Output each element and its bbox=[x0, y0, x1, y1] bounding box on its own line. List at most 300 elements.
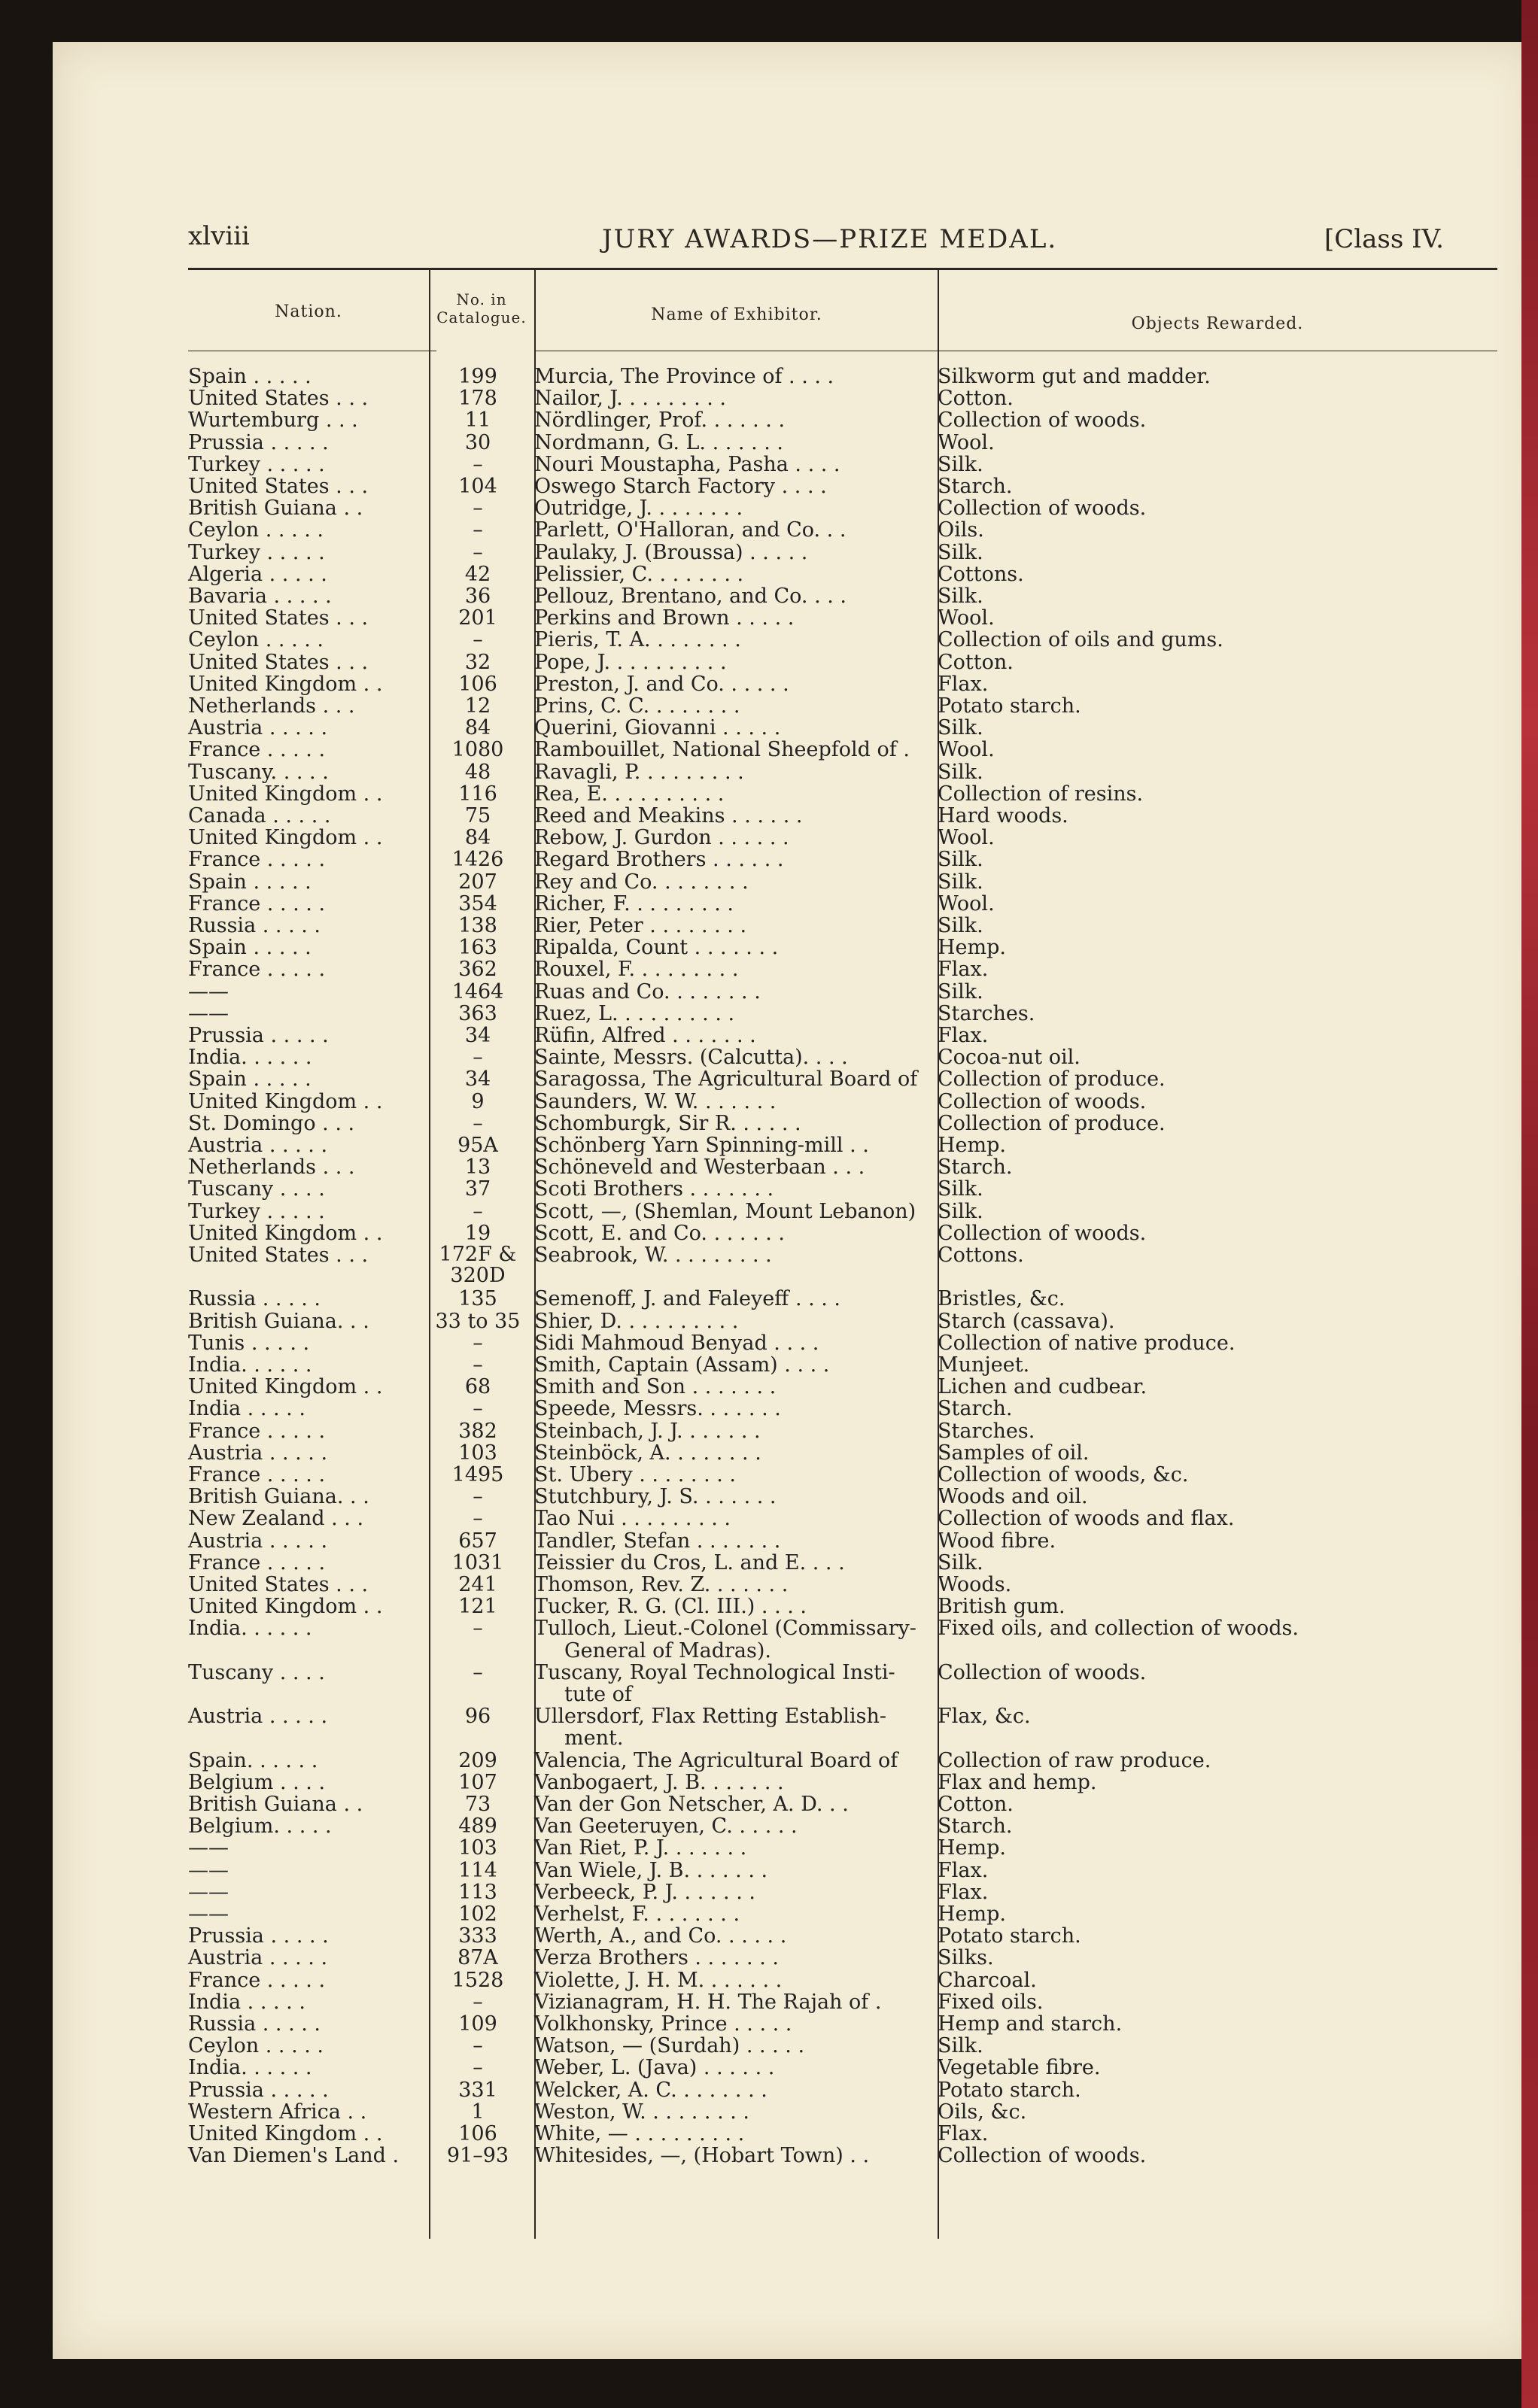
table-row bbox=[53, 497, 1538, 520]
catalogue-cell: 657 bbox=[458, 1529, 497, 1553]
catalogue-cell: – bbox=[473, 540, 483, 564]
table-row bbox=[53, 1178, 1538, 1201]
objects-cell: Starches. bbox=[938, 1419, 1035, 1443]
table-row-continuation bbox=[53, 1640, 1538, 1663]
exhibitor-cell: Smith and Son . . . . . . . bbox=[534, 1375, 777, 1399]
objects-cell: Woods. bbox=[938, 1573, 1012, 1596]
catalogue-cell: 12 bbox=[464, 694, 491, 718]
catalogue-cell: – bbox=[473, 1617, 483, 1641]
catalogue-cell: 107 bbox=[458, 1770, 497, 1794]
nation-cell: St. Domingo . . . bbox=[188, 1111, 355, 1135]
table-row bbox=[53, 673, 1538, 696]
objects-cell: Starch (cassava). bbox=[938, 1309, 1115, 1333]
exhibitor-cell: Nördlinger, Prof. . . . . . . bbox=[534, 408, 786, 433]
nation-cell: —— bbox=[188, 1001, 229, 1025]
catalogue-cell: 48 bbox=[464, 760, 491, 784]
table-row bbox=[53, 1837, 1538, 1860]
catalogue-cell: 138 bbox=[458, 914, 497, 937]
objects-cell: Collection of woods, &c. bbox=[938, 1463, 1189, 1486]
catalogue-cell: – bbox=[473, 518, 483, 542]
nation-cell: Western Africa . . bbox=[188, 2100, 367, 2124]
objects-cell: Silk. bbox=[938, 452, 983, 476]
table-row bbox=[53, 958, 1538, 981]
exhibitor-cell: Verza Brothers . . . . . . . bbox=[534, 1946, 779, 1970]
table-row bbox=[53, 1398, 1538, 1420]
objects-cell: Potato starch. bbox=[938, 694, 1081, 718]
objects-cell: Woods and oil. bbox=[938, 1485, 1088, 1509]
objects-cell: Starches. bbox=[938, 1001, 1035, 1025]
nation-cell: Prussia . . . . . bbox=[188, 1924, 329, 1948]
nation-cell: United States . . . bbox=[188, 1573, 369, 1596]
exhibitor-cell: Pieris, T. A. . . . . . . . bbox=[534, 628, 741, 652]
catalogue-cell: – bbox=[473, 2056, 483, 2080]
table-row bbox=[53, 1925, 1538, 1948]
table-row bbox=[53, 761, 1538, 784]
exhibitor-cell: Tulloch, Lieut.-Colonel (Commissary- bbox=[534, 1617, 916, 1641]
catalogue-cell: 199 bbox=[458, 365, 497, 388]
column-header-nation: Nation. bbox=[275, 302, 342, 321]
table-row bbox=[53, 981, 1538, 1004]
exhibitor-cell: Ruas and Co. . . . . . . . bbox=[534, 979, 761, 1004]
table-row bbox=[53, 519, 1538, 542]
nation-cell: United Kingdom . . bbox=[188, 826, 383, 850]
table-row bbox=[53, 2079, 1538, 2102]
nation-cell: British Guiana . . bbox=[188, 1793, 363, 1816]
nation-cell: France . . . . . bbox=[188, 891, 326, 916]
exhibitor-cell: Vizianagram, H. H. The Rajah of . bbox=[534, 1990, 882, 2014]
exhibitor-cell: Nouri Moustapha, Pasha . . . . bbox=[534, 452, 840, 476]
objects-cell: Collection of woods and flax. bbox=[938, 1507, 1235, 1531]
exhibitor-cell: Schönberg Yarn Spinning-mill . . bbox=[534, 1134, 869, 1157]
objects-cell: Flax and hemp. bbox=[938, 1770, 1097, 1794]
objects-cell: Flax. bbox=[938, 1024, 989, 1047]
catalogue-cell: 34 bbox=[464, 1024, 491, 1047]
table-row bbox=[53, 1354, 1538, 1377]
nation-cell: France . . . . . bbox=[188, 1550, 326, 1574]
objects-cell: Cocoa-nut oil. bbox=[938, 1046, 1081, 1070]
nation-cell: Spain . . . . . bbox=[188, 365, 312, 388]
objects-cell: Cottons. bbox=[938, 1243, 1024, 1267]
nation-cell: Austria . . . . . bbox=[188, 716, 328, 740]
exhibitor-cell: Scott, —, (Shemlan, Mount Lebanon) bbox=[534, 1199, 916, 1223]
catalogue-cell: 1528 bbox=[451, 1968, 504, 1992]
objects-cell: Hard woods. bbox=[938, 804, 1068, 827]
objects-cell: Flax. bbox=[938, 958, 989, 982]
exhibitor-cell: Rambouillet, National Sheepfold of . bbox=[534, 738, 910, 762]
exhibitor-cell: Welcker, A. C. . . . . . . . bbox=[534, 2078, 767, 2102]
exhibitor-cell: Saragossa, The Agricultural Board of bbox=[534, 1067, 918, 1092]
page bbox=[53, 42, 1538, 2359]
exhibitor-cell: Paulaky, J. (Broussa) . . . . . bbox=[534, 540, 808, 564]
exhibitor-cell: Werth, A., and Co. . . . . . bbox=[534, 1924, 787, 1948]
catalogue-cell: 172F & 320D bbox=[439, 1243, 517, 1287]
objects-cell: Silk. bbox=[938, 979, 983, 1004]
nation-cell: Belgium. . . . . bbox=[188, 1814, 332, 1839]
nation-cell: United States . . . bbox=[188, 1243, 369, 1267]
table-row bbox=[53, 2035, 1538, 2057]
nation-cell: Tuscany . . . . bbox=[188, 1660, 325, 1684]
catalogue-cell: 73 bbox=[464, 1793, 491, 1816]
table-row bbox=[53, 1091, 1538, 1113]
catalogue-cell: 106 bbox=[458, 2122, 497, 2145]
table-row bbox=[53, 387, 1538, 410]
exhibitor-cell: Speede, Messrs. . . . . . . bbox=[534, 1397, 781, 1421]
objects-cell: Silkworm gut and madder. bbox=[938, 365, 1211, 388]
objects-cell: Hemp. bbox=[938, 936, 1006, 960]
exhibitor-cell: Scoti Brothers . . . . . . . bbox=[534, 1177, 774, 1201]
objects-cell: Starch. bbox=[938, 1397, 1013, 1421]
exhibitor-cell-continuation: tute of bbox=[564, 1683, 632, 1706]
nation-cell: Belgium . . . . bbox=[188, 1770, 326, 1794]
table-row bbox=[53, 805, 1538, 827]
catalogue-cell: 84 bbox=[464, 716, 491, 740]
nation-cell: Ceylon . . . . . bbox=[188, 628, 324, 652]
objects-cell: Collection of resins. bbox=[938, 782, 1144, 806]
table-row bbox=[53, 409, 1538, 432]
nation-cell: France . . . . . bbox=[188, 738, 326, 762]
exhibitor-cell: Oswego Starch Factory . . . . bbox=[534, 475, 827, 498]
exhibitor-cell: Tucker, R. G. (Cl. III.) . . . . bbox=[534, 1595, 807, 1619]
table-row bbox=[53, 1772, 1538, 1794]
table-row bbox=[53, 1705, 1538, 1728]
exhibitor-cell: Semenoff, J. and Faleyeff . . . . bbox=[534, 1287, 841, 1311]
table-row bbox=[53, 2013, 1538, 2036]
table-row bbox=[53, 1815, 1538, 1838]
catalogue-cell: 37 bbox=[464, 1177, 491, 1201]
exhibitor-cell: Ravagli, P. . . . . . . . . bbox=[534, 760, 744, 784]
exhibitor-cell: Weber, L. (Java) . . . . . . bbox=[534, 2056, 775, 2080]
nation-cell: France . . . . . bbox=[188, 1463, 326, 1486]
catalogue-cell: 1 bbox=[471, 2100, 485, 2124]
table-row bbox=[53, 1310, 1538, 1333]
exhibitor-cell: Violette, J. H. M. . . . . . . bbox=[534, 1968, 783, 1992]
exhibitor-cell: Sainte, Messrs. (Calcutta). . . . bbox=[534, 1046, 848, 1070]
catalogue-cell: – bbox=[473, 1485, 483, 1509]
table-row bbox=[53, 1464, 1538, 1486]
table-row-continuation bbox=[53, 1684, 1538, 1706]
exhibitor-cell: Rebow, J. Gurdon . . . . . . bbox=[534, 826, 789, 850]
table-row bbox=[53, 1046, 1538, 1069]
table-row bbox=[53, 1156, 1538, 1179]
table-row bbox=[53, 1881, 1538, 1904]
catalogue-cell: 84 bbox=[464, 826, 491, 850]
nation-cell: United Kingdom . . bbox=[188, 782, 383, 806]
exhibitor-cell: Scott, E. and Co. . . . . . . bbox=[534, 1221, 785, 1245]
objects-cell: Starch. bbox=[938, 1155, 1013, 1180]
exhibitor-cell: Teissier du Cros, L. and E. . . . bbox=[534, 1550, 845, 1574]
table-row bbox=[53, 2145, 1538, 2167]
nation-cell: British Guiana. . . bbox=[188, 1485, 369, 1509]
table-row bbox=[53, 585, 1538, 608]
exhibitor-cell: Tuscany, Royal Technological Insti- bbox=[534, 1660, 895, 1684]
nation-cell: Russia . . . . . bbox=[188, 1287, 321, 1311]
nation-cell: India . . . . . bbox=[188, 1397, 305, 1421]
objects-cell: Cotton. bbox=[938, 387, 1014, 411]
nation-cell: Austria . . . . . bbox=[188, 1946, 328, 1970]
exhibitor-cell: Schomburgk, Sir R. . . . . . bbox=[534, 1111, 801, 1135]
exhibitor-cell: Pope, J. . . . . . . . . . bbox=[534, 650, 727, 674]
catalogue-cell: 489 bbox=[458, 1814, 497, 1839]
exhibitor-cell: Tao Nui . . . . . . . . . bbox=[534, 1507, 731, 1531]
objects-cell: Collection of oils and gums. bbox=[938, 628, 1223, 652]
table-row bbox=[53, 432, 1538, 454]
nation-cell: Austria . . . . . bbox=[188, 1705, 328, 1729]
nation-cell: Algeria . . . . . bbox=[188, 562, 327, 586]
objects-cell: Collection of produce. bbox=[938, 1111, 1166, 1135]
nation-cell: United States . . . bbox=[188, 650, 369, 674]
table-row bbox=[53, 542, 1538, 564]
catalogue-cell: – bbox=[473, 1507, 483, 1531]
catalogue-cell: – bbox=[473, 1331, 483, 1355]
exhibitor-cell: Volkhonsky, Prince . . . . . bbox=[534, 2012, 792, 2036]
exhibitor-cell: Prins, C. C. . . . . . . . bbox=[534, 694, 740, 718]
catalogue-cell: – bbox=[473, 2034, 483, 2058]
table-row bbox=[53, 1134, 1538, 1157]
table-row bbox=[53, 1552, 1538, 1574]
table-row bbox=[53, 717, 1538, 739]
catalogue-cell: 19 bbox=[464, 1221, 491, 1245]
objects-cell: Silk. bbox=[938, 1199, 983, 1223]
objects-cell: British gum. bbox=[938, 1595, 1065, 1619]
nation-cell: Spain . . . . . bbox=[188, 870, 312, 894]
nation-cell: Tuscany. . . . . bbox=[188, 760, 329, 784]
objects-cell: Potato starch. bbox=[938, 1924, 1081, 1948]
table-row bbox=[53, 915, 1538, 937]
objects-cell: Flax. bbox=[938, 672, 989, 696]
table-row bbox=[53, 783, 1538, 806]
nation-cell: Canada . . . . . bbox=[188, 804, 331, 827]
nation-cell: France . . . . . bbox=[188, 1968, 326, 1992]
exhibitor-cell: Sidi Mahmoud Benyad . . . . bbox=[534, 1331, 819, 1355]
exhibitor-cell: Steinböck, A. . . . . . . . bbox=[534, 1441, 761, 1465]
catalogue-cell: 354 bbox=[458, 891, 497, 916]
catalogue-cell: 109 bbox=[458, 2012, 497, 2036]
nation-cell: Turkey . . . . . bbox=[188, 452, 325, 476]
nation-cell: United Kingdom . . bbox=[188, 1375, 383, 1399]
objects-cell: Silk. bbox=[938, 2034, 983, 2058]
catalogue-cell: 102 bbox=[458, 1902, 497, 1926]
objects-cell: Starch. bbox=[938, 1814, 1013, 1839]
table-row bbox=[53, 2057, 1538, 2079]
table-row bbox=[53, 1420, 1538, 1443]
catalogue-cell: 1464 bbox=[451, 979, 504, 1004]
nation-cell: —— bbox=[188, 1858, 229, 1882]
exhibitor-cell: Rouxel, F. . . . . . . . . bbox=[534, 958, 739, 982]
objects-cell: Samples of oil. bbox=[938, 1441, 1090, 1465]
nation-cell: —— bbox=[188, 1836, 229, 1860]
catalogue-cell: 363 bbox=[458, 1001, 497, 1025]
exhibitor-cell: Regard Brothers . . . . . . bbox=[534, 848, 784, 872]
objects-cell: Silk. bbox=[938, 585, 983, 608]
table-row bbox=[53, 1991, 1538, 2014]
catalogue-cell: 331 bbox=[458, 2078, 497, 2102]
table-row bbox=[53, 1201, 1538, 1223]
nation-cell: Austria . . . . . bbox=[188, 1441, 328, 1465]
exhibitor-cell: Valencia, The Agricultural Board of bbox=[534, 1748, 898, 1772]
objects-cell: Wool. bbox=[938, 606, 995, 630]
header-rule bbox=[188, 268, 1497, 270]
nation-cell: United States . . . bbox=[188, 387, 369, 411]
exhibitor-cell: Tandler, Stefan . . . . . . . bbox=[534, 1529, 781, 1553]
objects-cell: Flax. bbox=[938, 2122, 989, 2145]
objects-cell: Collection of raw produce. bbox=[938, 1748, 1211, 1772]
exhibitor-cell: Watson, — (Surdah) . . . . . bbox=[534, 2034, 805, 2058]
nation-cell: Prussia . . . . . bbox=[188, 430, 329, 454]
nation-cell: Netherlands . . . bbox=[188, 694, 355, 718]
exhibitor-cell: Rea, E. . . . . . . . . . bbox=[534, 782, 725, 806]
table-row bbox=[53, 1530, 1538, 1553]
objects-cell: Wool. bbox=[938, 891, 995, 916]
catalogue-cell: 114 bbox=[458, 1858, 497, 1882]
nation-cell: British Guiana. . . bbox=[188, 1309, 369, 1333]
catalogue-cell: – bbox=[473, 1199, 483, 1223]
table-row bbox=[53, 1947, 1538, 1969]
catalogue-cell: 106 bbox=[458, 672, 497, 696]
table-row bbox=[53, 366, 1538, 388]
table-row bbox=[53, 1662, 1538, 1684]
table-row bbox=[53, 2101, 1538, 2124]
objects-cell: Oils. bbox=[938, 518, 984, 542]
objects-cell: Silk. bbox=[938, 540, 983, 564]
exhibitor-cell: Richer, F. . . . . . . . . bbox=[534, 891, 734, 916]
exhibitor-cell: Shier, D. . . . . . . . . . bbox=[534, 1309, 739, 1333]
catalogue-cell: – bbox=[473, 496, 483, 521]
objects-cell: Flax. bbox=[938, 1858, 989, 1882]
nation-cell: Wurtemburg . . . bbox=[188, 408, 358, 433]
objects-cell: Cotton. bbox=[938, 650, 1014, 674]
exhibitor-cell: Thomson, Rev. Z. . . . . . . bbox=[534, 1573, 789, 1596]
nation-cell: France . . . . . bbox=[188, 1419, 326, 1443]
nation-cell: Russia . . . . . bbox=[188, 914, 321, 937]
nation-cell: Ceylon . . . . . bbox=[188, 518, 324, 542]
exhibitor-cell: Rey and Co. . . . . . . . bbox=[534, 870, 749, 894]
objects-cell: Silk. bbox=[938, 914, 983, 937]
catalogue-cell: – bbox=[473, 1660, 483, 1684]
book-spine bbox=[1521, 0, 1538, 2408]
objects-cell: Flax. bbox=[938, 1880, 989, 1904]
objects-cell: Flax, &c. bbox=[938, 1705, 1031, 1729]
exhibitor-cell: Schöneveld and Westerbaan . . . bbox=[534, 1155, 865, 1180]
nation-cell: India . . . . . bbox=[188, 1990, 305, 2014]
exhibitor-cell: Ripalda, Count . . . . . . . bbox=[534, 936, 779, 960]
exhibitor-cell: Murcia, The Province of . . . . bbox=[534, 365, 834, 388]
objects-cell: Oils, &c. bbox=[938, 2100, 1027, 2124]
nation-cell: New Zealand . . . bbox=[188, 1507, 364, 1531]
exhibitor-cell: Pellouz, Brentano, and Co. . . . bbox=[534, 585, 847, 608]
objects-cell: Collection of woods. bbox=[938, 1089, 1147, 1113]
table-row bbox=[53, 1574, 1538, 1596]
catalogue-cell: 103 bbox=[458, 1441, 497, 1465]
catalogue-cell: 87A bbox=[457, 1946, 498, 1970]
objects-cell: Silks. bbox=[938, 1946, 994, 1970]
catalogue-cell: – bbox=[473, 1111, 483, 1135]
table-row bbox=[53, 827, 1538, 849]
class-label: [Class IV. bbox=[1324, 224, 1444, 254]
table-row bbox=[53, 1860, 1538, 1882]
exhibitor-cell: Van Geeteruyen, C. . . . . . bbox=[534, 1814, 798, 1839]
exhibitor-cell: Ruez, L. . . . . . . . . . bbox=[534, 1001, 735, 1025]
exhibitor-cell: Vanbogaert, J. B. . . . . . . bbox=[534, 1770, 784, 1794]
objects-cell: Bristles, &c. bbox=[938, 1287, 1065, 1311]
exhibitor-cell: Pelissier, C. . . . . . . . bbox=[534, 562, 744, 586]
catalogue-cell: 33 to 35 bbox=[435, 1309, 521, 1333]
objects-cell: Fixed oils, and collection of woods. bbox=[938, 1617, 1299, 1641]
catalogue-cell: 104 bbox=[458, 475, 497, 498]
nation-cell: Austria . . . . . bbox=[188, 1529, 328, 1553]
table-row bbox=[53, 1486, 1538, 1508]
exhibitor-cell: Ullersdorf, Flax Retting Establish- bbox=[534, 1705, 887, 1729]
catalogue-cell: 96 bbox=[464, 1705, 491, 1729]
catalogue-cell: 36 bbox=[464, 585, 491, 608]
running-title: JURY AWARDS—PRIZE MEDAL. bbox=[602, 224, 1058, 254]
nation-cell: France . . . . . bbox=[188, 848, 326, 872]
nation-cell: United States . . . bbox=[188, 475, 369, 498]
nation-cell: Prussia . . . . . bbox=[188, 2078, 329, 2102]
exhibitor-cell: Whitesides, —, (Hobart Town) . . bbox=[534, 2144, 870, 2168]
catalogue-cell: 178 bbox=[458, 387, 497, 411]
table-row-continuation bbox=[53, 1727, 1538, 1750]
exhibitor-cell: Verbeeck, P. J. . . . . . . bbox=[534, 1880, 755, 1904]
catalogue-cell: 113 bbox=[458, 1880, 497, 1904]
table-row bbox=[53, 1442, 1538, 1465]
nation-cell: India. . . . . . bbox=[188, 2056, 312, 2080]
catalogue-cell: 9 bbox=[471, 1089, 485, 1113]
catalogue-cell: 241 bbox=[458, 1573, 497, 1596]
nation-cell: United Kingdom . . bbox=[188, 672, 383, 696]
objects-cell: Collection of native produce. bbox=[938, 1331, 1236, 1355]
table-row bbox=[53, 1617, 1538, 1640]
objects-cell: Silk. bbox=[938, 760, 983, 784]
objects-cell: Wool. bbox=[938, 826, 995, 850]
catalogue-cell: 201 bbox=[458, 606, 497, 630]
nation-cell: Turkey . . . . . bbox=[188, 1199, 325, 1223]
nation-cell: Prussia . . . . . bbox=[188, 1024, 329, 1047]
catalogue-cell: – bbox=[473, 1397, 483, 1421]
table-row bbox=[53, 1793, 1538, 1816]
exhibitor-cell: Nordmann, G. L. . . . . . . bbox=[534, 430, 783, 454]
nation-cell: Ceylon . . . . . bbox=[188, 2034, 324, 2058]
exhibitor-cell: Saunders, W. W. . . . . . . bbox=[534, 1089, 777, 1113]
objects-cell: Cotton. bbox=[938, 1793, 1014, 1816]
table-row bbox=[53, 475, 1538, 498]
table-row bbox=[53, 739, 1538, 761]
nation-cell: Spain . . . . . bbox=[188, 1067, 312, 1092]
catalogue-cell: – bbox=[473, 1353, 483, 1377]
exhibitor-cell: Smith, Captain (Assam) . . . . bbox=[534, 1353, 830, 1377]
exhibitor-cell: Perkins and Brown . . . . . bbox=[534, 606, 795, 630]
objects-cell: Silk. bbox=[938, 870, 983, 894]
table-row bbox=[53, 607, 1538, 630]
nation-cell: Tuscany . . . . bbox=[188, 1177, 325, 1201]
catalogue-cell: – bbox=[473, 628, 483, 652]
objects-cell: Cottons. bbox=[938, 562, 1024, 586]
nation-cell: Turkey . . . . . bbox=[188, 540, 325, 564]
objects-cell: Potato starch. bbox=[938, 2078, 1081, 2102]
nation-cell: Austria . . . . . bbox=[188, 1134, 328, 1157]
nation-cell: Netherlands . . . bbox=[188, 1155, 355, 1180]
nation-cell: —— bbox=[188, 1880, 229, 1904]
exhibitor-cell: Rier, Peter . . . . . . . . bbox=[534, 914, 747, 937]
exhibitor-cell: Steinbach, J. J. . . . . . . bbox=[534, 1419, 761, 1443]
table-row bbox=[53, 1750, 1538, 1772]
exhibitor-cell: Van Riet, P. J. . . . . . . bbox=[534, 1836, 747, 1860]
nation-cell: Bavaria . . . . . bbox=[188, 585, 332, 608]
nation-cell: United Kingdom . . bbox=[188, 2122, 383, 2145]
objects-cell: Silk. bbox=[938, 716, 983, 740]
table-row bbox=[53, 871, 1538, 894]
objects-cell: Starch. bbox=[938, 475, 1013, 498]
objects-cell: Lichen and cudbear. bbox=[938, 1375, 1147, 1399]
